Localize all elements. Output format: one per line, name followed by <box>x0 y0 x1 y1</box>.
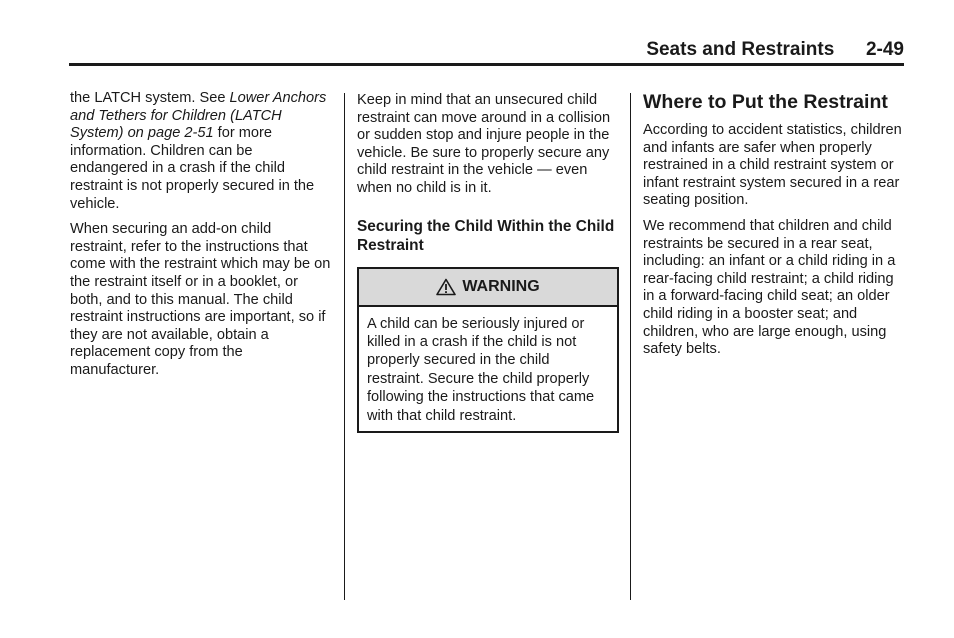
text: on page <box>123 125 185 142</box>
paragraph <box>70 90 332 213</box>
column-divider <box>344 93 345 600</box>
warning-text: A child can be seriously injured or killed in a crash if the child is not properly secured in the child restraint. Secure the child properly following the instructions that came with that child restraint. <box>367 315 595 424</box>
text: the LATCH system. See <box>70 90 230 106</box>
subheading: Securing the Child Within the Child Restraint <box>357 217 615 254</box>
column-divider <box>630 93 631 600</box>
warning-triangle-icon <box>436 278 456 296</box>
text: for more information. Children can be endangered in a crash if the child restraint is not properly secured in the vehicle. <box>70 125 315 212</box>
paragraph: We recommend that children and child restraints be secured in a rear seat, including: an infant or a child riding in a rear-facing child restraint; a child riding in a forward-facing child seat; an older child riding in a booster seat; and children, who are large enough, using safety belts. <box>643 217 896 358</box>
column-1 <box>70 90 332 388</box>
paragraph: When securing an add-on child restraint, refer to the instructions that come with the restraint which may be on the restraint itself or in a booklet, or both, and to this manual. The child restraint instructions are important, so if they are not available, obtain a replacement copy from the manufacturer. <box>70 221 331 378</box>
warning-header <box>359 269 617 307</box>
section-heading: Where to Put the Restraint <box>643 91 888 113</box>
header-rule <box>69 63 904 66</box>
page-header <box>646 39 904 61</box>
warning-label: WARNING <box>462 277 540 295</box>
warning-box <box>357 267 619 433</box>
page-number: 2-49 <box>865 39 904 60</box>
section-title: Seats and Restraints <box>646 39 835 60</box>
cross-reference-link[interactable]: Lower Anchors and Tethers for Children (LATCH System) <box>70 90 327 142</box>
column-2 <box>357 90 619 433</box>
paragraph: According to accident statistics, children and infants are safer when properly restrained in a child restraint system or infant restraint system secured in a rear seating position. <box>643 122 902 209</box>
page-reference-link[interactable]: 2-51 <box>184 125 214 142</box>
column-3 <box>643 90 905 367</box>
paragraph: Keep in mind that an unsecured child restraint can move around in a collision or sudden stop and injure people in the vehicle. Be sure to properly secure any child restraint in the vehicle — even when no child is in it. <box>357 92 611 196</box>
